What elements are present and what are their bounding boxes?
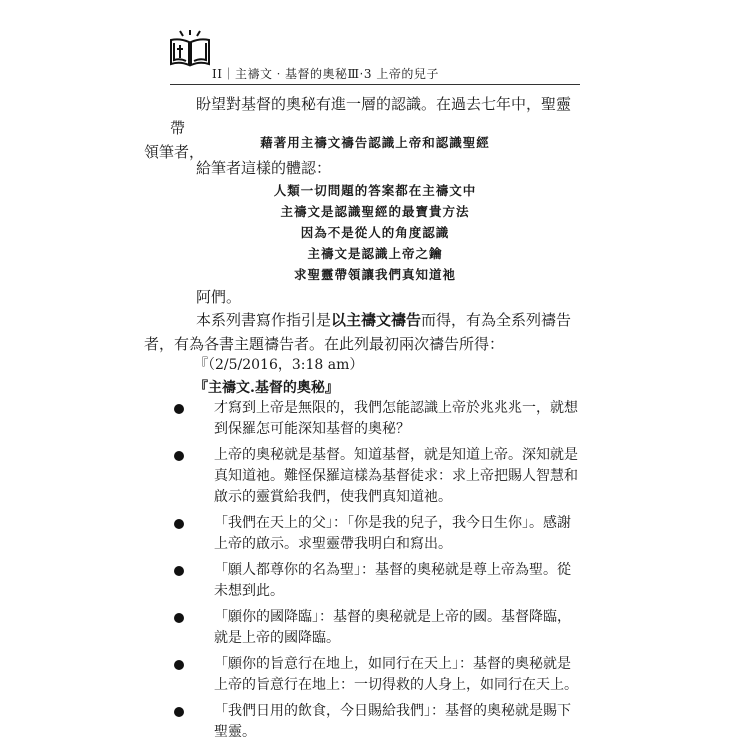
guidance-pre: 本系列書寫作指引是 xyxy=(196,311,332,329)
guidance-post: 而得，有為全系列禱告 xyxy=(421,311,572,329)
intro-paragraph xyxy=(144,92,580,164)
realization-intro: 給筆者這樣的體認： xyxy=(196,159,332,177)
list-item xyxy=(170,654,582,696)
verse-line: 因為不是從人的角度認識 xyxy=(300,225,450,240)
running-head: II｜主禱文‧基督的奧秘Ⅲ‧3 上帝的兒子 xyxy=(212,67,439,81)
list-item xyxy=(170,445,582,508)
guidance-bold: 以主禱文禱告 xyxy=(331,311,422,329)
prayer-date: 『（2/5/2016，3:18 am） xyxy=(194,357,364,373)
bullet-dot-icon xyxy=(174,707,184,717)
section-title: 『主禱文.基督的奧秘』 xyxy=(194,380,339,396)
verse-line: 主禱文是認識上帝之鑰 xyxy=(307,246,443,261)
list-item xyxy=(170,560,582,602)
list-item-text: 「我們在天上的父」：「你是我的兒子，我今日生你」。感謝上帝的啟示。求聖靈帶我明白和寫出。 xyxy=(214,515,571,552)
verse-line: 主禱文是認識聖經的最寶貴方法 xyxy=(280,204,470,219)
center-verse: 藉著用主禱文禱告認識上帝和認識聖經 xyxy=(260,135,490,150)
intro-line-1: 盼望對基督的奧秘有進一層的認識。在過去七年中，聖靈帶 xyxy=(170,95,572,137)
verse-line: 求聖靈帶領讓我們真知道祂 xyxy=(293,267,456,282)
open-book-cross-icon xyxy=(168,30,212,68)
bullet-dot-icon xyxy=(174,404,184,414)
list-item-text: 「願你的國降臨」：基督的奧秘就是上帝的國。基督降臨，就是上帝的國降臨。 xyxy=(214,609,571,646)
header-rule xyxy=(170,84,580,85)
bullet-dot-icon xyxy=(174,519,184,529)
list-item-text: 上帝的奧秘就是基督。知道基督，就是知道上帝。深知就是真知道祂。難怪保羅這樣為基督徒求：求上帝把賜人智慧和啟示的靈賞給我們，使我們真知道祂。 xyxy=(214,447,578,505)
list-item-text: 「願你的旨意行在地上，如同行在天上」：基督的奧秘就是上帝的旨意行在地上：一切得救的人身上，如同行在天上。 xyxy=(214,656,578,693)
list-item xyxy=(170,607,582,649)
guidance-paragraph xyxy=(144,308,580,356)
intro-line-2: 領筆者， xyxy=(144,143,205,161)
guidance-line-2: 者，有為各書主題禱告者。在此列最初兩次禱告所得： xyxy=(144,335,505,353)
bullet-dot-icon xyxy=(174,660,184,670)
bullet-dot-icon xyxy=(174,451,184,461)
list-item-text: 「我們日用的飲食，今日賜給我們」：基督的奧秘就是賜下聖靈。 xyxy=(214,703,571,740)
verse-line: 人類一切問題的答案都在主禱文中 xyxy=(273,183,477,198)
list-item-text: 才寫到上帝是無限的，我們怎能認識上帝於兆兆兆一，就想到保羅怎可能深知基督的奧秘？ xyxy=(214,400,578,437)
list-item xyxy=(170,513,582,555)
list-item xyxy=(170,701,582,743)
bullet-dot-icon xyxy=(174,566,184,576)
bullet-list xyxy=(170,398,582,748)
list-item xyxy=(170,398,582,440)
bullet-dot-icon xyxy=(174,613,184,623)
list-item-text: 「願人都尊你的名為聖」：基督的奧秘就是尊上帝為聖。從未想到此。 xyxy=(214,562,571,599)
amen-line: 阿們。 xyxy=(196,288,242,306)
